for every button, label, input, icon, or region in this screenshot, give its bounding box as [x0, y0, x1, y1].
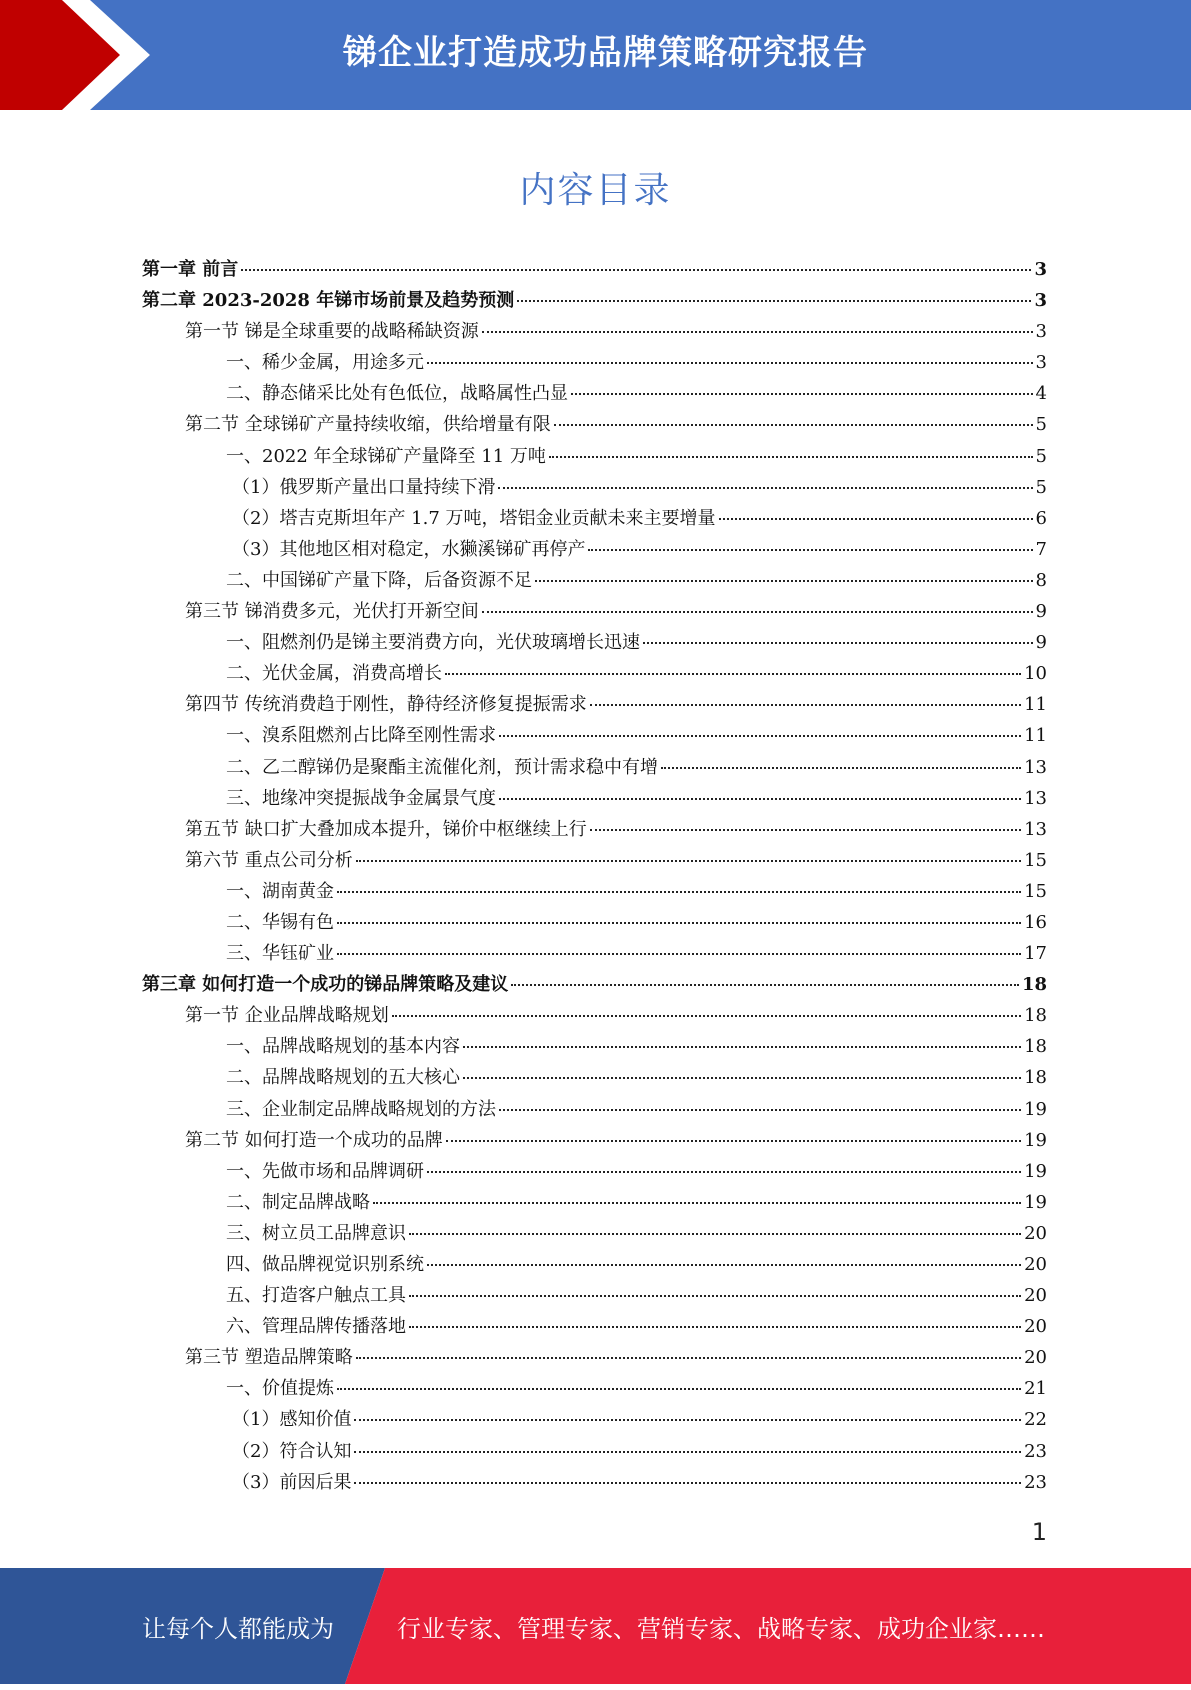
toc-entry[interactable]	[142, 784, 1047, 815]
toc-leader-dots	[337, 1388, 1021, 1390]
toc-entry[interactable]	[142, 1126, 1047, 1157]
toc-entry-label: 第三节 锑消费多元，光伏打开新空间	[185, 601, 479, 623]
toc-entry-label: 第六节 重点公司分析	[185, 849, 353, 871]
toc-entry-page: 20	[1024, 1347, 1047, 1369]
toc-leader-dots	[409, 1233, 1021, 1235]
toc-entry[interactable]	[142, 815, 1047, 846]
toc-leader-dots	[427, 362, 1033, 364]
toc-entry-label: 一、2022 年全球锑矿产量降至 11 万吨	[226, 445, 546, 467]
toc-entry[interactable]	[142, 535, 1047, 566]
toc-leader-dots	[409, 1295, 1021, 1297]
toc-entry[interactable]	[142, 1374, 1047, 1405]
toc-entry[interactable]	[142, 1437, 1047, 1468]
toc-entry-label: 二、中国锑矿产量下降，后备资源不足	[226, 569, 532, 591]
toc-entry-label: （3）其他地区相对稳定，水獭溪锑矿再停产	[232, 538, 586, 560]
toc-entry[interactable]	[142, 410, 1047, 441]
footer-slogan-right: 行业专家、管理专家、营销专家、战略专家、成功企业家……	[397, 1615, 1045, 1643]
toc-entry-label: 二、静态储采比处有色低位，战略属性凸显	[226, 383, 568, 405]
toc-leader-dots	[571, 393, 1033, 395]
toc-entry[interactable]	[142, 628, 1047, 659]
toc-entry-page: 3	[1034, 259, 1047, 280]
toc-entry[interactable]	[142, 1312, 1047, 1343]
toc-entry-label: 第二章 2023-2028 年锑市场前景及趋势预测	[142, 290, 515, 312]
toc-entry[interactable]	[142, 753, 1047, 784]
toc-entry-page: 3	[1035, 352, 1047, 374]
toc-entry[interactable]	[142, 317, 1047, 348]
toc-entry-label: 二、光伏金属，消费高增长	[226, 663, 442, 685]
toc-entry-page: 22	[1024, 1409, 1047, 1431]
toc-entry-label: 一、阻燃剂仍是锑主要消费方向，光伏玻璃增长迅速	[226, 632, 640, 654]
toc-entry-page: 3	[1034, 290, 1047, 312]
toc-entry-label: 五、打造客户触点工具	[226, 1285, 406, 1307]
toc-entry[interactable]	[142, 1032, 1047, 1063]
toc-leader-dots	[354, 1419, 1021, 1421]
toc-entry-label: 三、企业制定品牌战略规划的方法	[226, 1098, 496, 1120]
toc-heading: 内容目录	[519, 170, 672, 211]
toc-entry[interactable]	[142, 908, 1047, 939]
report-header	[0, 0, 1191, 110]
report-footer	[0, 1568, 1191, 1684]
toc-entry-label: 第三节 塑造品牌策略	[185, 1347, 353, 1369]
toc-leader-dots	[517, 300, 1031, 302]
toc-leader-dots	[356, 860, 1021, 862]
toc-entry-page: 19	[1024, 1191, 1047, 1213]
toc-entry-page: 13	[1024, 818, 1047, 840]
toc-entry[interactable]	[142, 1468, 1047, 1499]
toc-leader-dots	[463, 1046, 1021, 1048]
toc-entry-label: 三、华钰矿业	[226, 943, 334, 965]
toc-leader-dots	[719, 518, 1033, 520]
toc-entry-page: 20	[1024, 1285, 1047, 1307]
toc-entry-page: 19	[1024, 1129, 1047, 1151]
toc-leader-dots	[427, 1264, 1021, 1266]
toc-leader-dots	[588, 549, 1032, 551]
toc-entry[interactable]	[142, 877, 1047, 908]
toc-entry[interactable]	[142, 659, 1047, 690]
toc-leader-dots	[499, 735, 1021, 737]
toc-leader-dots	[482, 331, 1033, 333]
toc-entry-page: 9	[1035, 632, 1047, 654]
toc-leader-dots	[590, 704, 1021, 706]
toc-entry-page: 9	[1035, 601, 1047, 623]
toc-entry-label: 六、管理品牌传播落地	[226, 1316, 406, 1338]
toc-leader-dots	[498, 487, 1032, 489]
toc-leader-dots	[427, 1171, 1021, 1173]
toc-leader-dots	[337, 922, 1021, 924]
toc-entry-label: 第一节 锑是全球重要的战略稀缺资源	[185, 321, 479, 343]
toc-entry-label: 一、品牌战略规划的基本内容	[226, 1036, 460, 1058]
toc-entry[interactable]	[142, 348, 1047, 379]
toc-entry[interactable]	[142, 939, 1047, 970]
toc-leader-dots	[354, 1482, 1021, 1484]
toc-entry-page: 18	[1021, 974, 1047, 996]
toc-leader-dots	[337, 891, 1021, 893]
toc-entry-label: （1）感知价值	[232, 1409, 352, 1431]
toc-entry-page: 23	[1024, 1471, 1047, 1493]
toc-entry[interactable]	[142, 566, 1047, 597]
toc-entry-label: 三、树立员工品牌意识	[226, 1222, 406, 1244]
toc-entry-label: （2）符合认知	[232, 1440, 352, 1462]
table-of-contents	[142, 255, 1047, 1499]
toc-entry-page: 19	[1024, 1160, 1047, 1182]
toc-entry[interactable]	[142, 1095, 1047, 1126]
toc-entry-page: 4	[1035, 383, 1047, 405]
toc-leader-dots	[511, 984, 1019, 986]
toc-entry-page: 20	[1024, 1316, 1047, 1338]
toc-entry-page: 6	[1035, 507, 1047, 529]
toc-entry-page: 18	[1024, 1067, 1047, 1089]
toc-entry-page: 23	[1024, 1440, 1047, 1462]
toc-entry[interactable]	[142, 1405, 1047, 1436]
toc-entry-page: 5	[1035, 476, 1047, 498]
toc-entry-page: 7	[1035, 538, 1047, 560]
toc-leader-dots	[554, 424, 1033, 426]
toc-entry-label: （1）俄罗斯产量出口量持续下滑	[232, 476, 496, 498]
toc-entry[interactable]	[142, 379, 1047, 410]
toc-entry[interactable]	[142, 1281, 1047, 1312]
toc-entry-label: 二、制定品牌战略	[226, 1191, 370, 1213]
toc-entry-label: 第四节 传统消费趋于刚性，静待经济修复提振需求	[185, 694, 587, 716]
toc-entry-page: 21	[1024, 1378, 1047, 1400]
toc-entry[interactable]	[142, 597, 1047, 628]
toc-entry-label: （2）塔吉克斯坦年产 1.7 万吨，塔铝金业贡献未来主要增量	[232, 507, 716, 529]
toc-entry-page: 15	[1024, 849, 1047, 871]
toc-leader-dots	[409, 1326, 1021, 1328]
toc-entry-label: 第二节 如何打造一个成功的品牌	[185, 1129, 443, 1151]
toc-leader-dots	[463, 1077, 1021, 1079]
toc-entry-label: 二、乙二醇锑仍是聚酯主流催化剂，预计需求稳中有增	[226, 756, 658, 778]
toc-entry-label: 第二节 全球锑矿产量持续收缩，供给增量有限	[185, 414, 551, 436]
toc-entry-page: 15	[1024, 880, 1047, 902]
toc-entry-label: 四、做品牌视觉识别系统	[226, 1254, 424, 1275]
toc-entry[interactable]	[142, 504, 1047, 535]
toc-entry-label: （3）前因后果	[232, 1471, 352, 1493]
toc-entry-page: 13	[1024, 756, 1047, 778]
toc-entry-label: 二、品牌战略规划的五大核心	[226, 1067, 460, 1089]
toc-entry[interactable]	[142, 1157, 1047, 1188]
toc-leader-dots	[643, 642, 1033, 644]
toc-leader-dots	[373, 1202, 1021, 1204]
toc-leader-dots	[445, 673, 1021, 675]
toc-entry-page: 8	[1035, 569, 1047, 591]
toc-entry-label: 一、先做市场和品牌调研	[226, 1160, 424, 1182]
toc-leader-dots	[446, 1140, 1021, 1142]
report-title: 锑企业打造成功品牌策略研究报告	[343, 33, 868, 73]
toc-entry-label: 一、湖南黄金	[226, 880, 334, 902]
toc-entry-label: 一、溴系阻燃剂占比降至刚性需求	[226, 725, 496, 747]
toc-entry-page: 13	[1024, 787, 1047, 809]
toc-entry[interactable]	[142, 1343, 1047, 1374]
toc-entry-page: 5	[1035, 414, 1047, 436]
toc-leader-dots	[354, 1451, 1021, 1453]
toc-entry-page: 3	[1035, 321, 1047, 343]
toc-leader-dots	[241, 269, 1031, 271]
toc-entry-label: 第一章 前言	[142, 259, 239, 280]
toc-entry-page: 11	[1024, 694, 1047, 716]
toc-entry-page: 20	[1024, 1222, 1047, 1244]
toc-entry-page: 5	[1035, 445, 1047, 467]
toc-entry[interactable]	[142, 721, 1047, 752]
toc-entry-label: 二、华锡有色	[226, 911, 334, 933]
toc-entry[interactable]	[142, 1001, 1047, 1032]
toc-leader-dots	[549, 456, 1033, 458]
toc-leader-dots	[482, 611, 1033, 613]
toc-entry-label: 第一节 企业品牌战略规划	[185, 1005, 389, 1027]
toc-entry-label: 一、价值提炼	[226, 1378, 334, 1400]
toc-entry-page: 10	[1024, 663, 1047, 685]
toc-entry[interactable]	[142, 1063, 1047, 1094]
toc-entry-page: 11	[1024, 725, 1047, 747]
toc-leader-dots	[392, 1015, 1021, 1017]
toc-leader-dots	[535, 580, 1033, 582]
toc-entry-label: 第三章 如何打造一个成功的锑品牌策略及建议	[142, 974, 509, 996]
toc-entry-page: 18	[1024, 1036, 1047, 1058]
toc-entry-label: 三、地缘冲突提振战争金属景气度	[226, 787, 496, 809]
toc-leader-dots	[590, 829, 1021, 831]
toc-entry[interactable]	[142, 442, 1047, 473]
toc-entry[interactable]	[142, 473, 1047, 504]
toc-leader-dots	[337, 953, 1021, 955]
footer-slogan-left: 让每个人都能成为	[142, 1615, 334, 1643]
toc-entry[interactable]	[142, 690, 1047, 721]
toc-entry[interactable]	[142, 1250, 1047, 1281]
toc-entry-label: 一、稀少金属，用途多元	[226, 352, 424, 374]
toc-entry-page: 18	[1024, 1005, 1047, 1027]
toc-entry-page: 16	[1024, 911, 1047, 933]
toc-entry-page: 20	[1024, 1254, 1047, 1275]
page-number: 1	[1031, 1518, 1047, 1546]
toc-entry[interactable]	[142, 255, 1047, 286]
toc-entry[interactable]	[142, 970, 1047, 1001]
toc-entry[interactable]	[142, 1219, 1047, 1250]
toc-entry[interactable]	[142, 846, 1047, 877]
toc-leader-dots	[499, 1109, 1021, 1111]
toc-leader-dots	[356, 1357, 1021, 1359]
toc-leader-dots	[499, 798, 1021, 800]
toc-entry-page: 19	[1024, 1098, 1047, 1120]
toc-entry[interactable]	[142, 1188, 1047, 1219]
toc-entry-page: 17	[1024, 943, 1047, 965]
toc-leader-dots	[661, 767, 1021, 769]
toc-entry[interactable]	[142, 286, 1047, 317]
toc-entry-label: 第五节 缺口扩大叠加成本提升，锑价中枢继续上行	[185, 818, 587, 840]
